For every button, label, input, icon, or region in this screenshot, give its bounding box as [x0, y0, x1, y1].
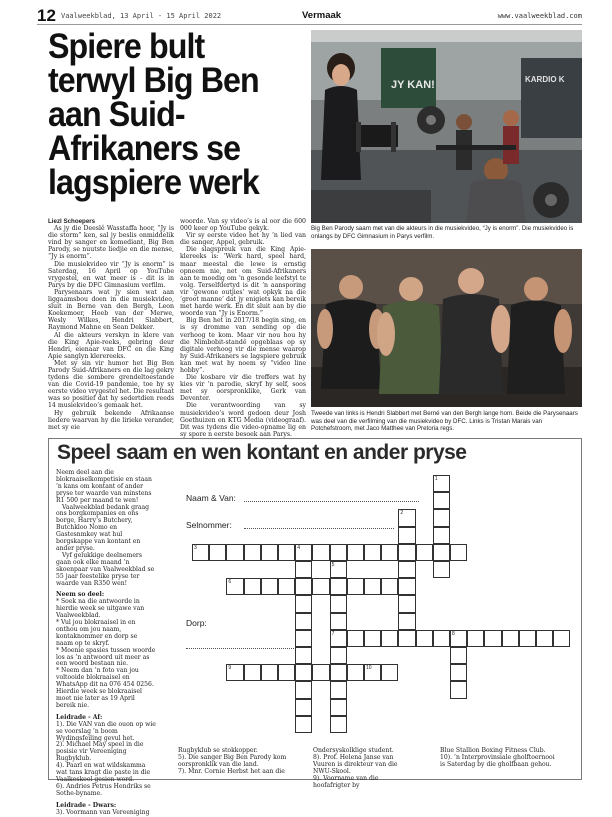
crossword-cell[interactable] [502, 630, 519, 647]
crossword-cell[interactable] [330, 681, 347, 698]
article-column-1 [48, 218, 174, 431]
clue-number: 3 [194, 544, 197, 551]
crossword-cell[interactable] [312, 664, 329, 681]
article-paragraph: Die kosbare vir die treffers wat hy kies vir ’n parodie, skryf hy self, soos met sy oorspronklike, Gerk van Deventer. [180, 374, 306, 403]
clues-across-title: Leidrade - Dwars: [56, 801, 117, 809]
crossword-cell[interactable] [244, 664, 261, 681]
crossword-cell[interactable] [398, 509, 415, 526]
clue-number: 1 [434, 476, 438, 482]
clue-number: 7 [331, 630, 335, 637]
crossword-cell[interactable] [330, 578, 347, 595]
clue: 9). Voorname van die hoofafrigter by [313, 774, 379, 789]
crossword-cell[interactable] [295, 544, 312, 561]
clue: Blue Stallion Boxing Fitness Club. [440, 747, 546, 754]
crossword-cell[interactable] [364, 664, 381, 681]
crossword-cell[interactable] [347, 578, 364, 595]
cell-number-label: Selnommer: [186, 520, 232, 530]
issue-date: Vaalweekblad, 13 April - 15 April 2022 [61, 12, 222, 20]
crossword-cell[interactable] [536, 630, 553, 647]
contest-intro: Neem deel aan die blokraaiselkompetisie en staan ’n kans om kontant of ander pryse ter waarde van minstens R1 500 per maand te wen! [56, 469, 152, 504]
crossword-cell[interactable] [398, 527, 415, 544]
article-paragraph: Parysenaars wat jy sien wat aan liggaamsbou doen in die musiekvideo, sluit in Berne van den Bergh, Leon Koekemoer, Heeb van der Merwe, Wesly Wilkes, Hendri Slabbert, Raymond Mahne en Sean Dekker. [48, 288, 174, 332]
crossword-cell[interactable] [209, 544, 226, 561]
crossword-cell[interactable] [312, 578, 329, 595]
website-url[interactable]: www.vaalweekblad.com [497, 12, 582, 20]
crossword-cell[interactable] [433, 527, 450, 544]
crossword-cell[interactable] [192, 544, 209, 561]
crossword-cell[interactable] [295, 664, 312, 681]
crossword-cell[interactable] [381, 664, 398, 681]
crossword-cell[interactable] [295, 630, 312, 647]
article-paragraph: Met sy sin vir humor het Big Ben Parody Suid-Afrikaners en die lag gekry tydens die sombere grendeltoestande van die Covid-19 pandemie, toe hy sy eerste video vrygestel het. Die resultaat was so positief dat hy sedertdien reeds 14 musiekvideo’s gemaak het. [48, 359, 174, 410]
crossword-cell[interactable] [398, 544, 415, 561]
article-paragraph: Die musiekvideo vir “Jy is enorm” is Saterdag, 16 April op YouTube vrygestel, en wat meer is - dit is in Parys by die DFC Gimnasium verfilm. [48, 260, 174, 289]
crossword-cell[interactable] [416, 630, 433, 647]
how-to-enter-step: * Neem dan ’n foto van jou voltooide blokraaisel en WhatsApp dit na 076 454 0256. Hierdie week se blokraaisel moet nie later as 19 April bereik nie. [56, 667, 154, 709]
clue-number: 5 [331, 562, 335, 568]
clue: 7). Mnr. Cornie Herbst het aan die [178, 767, 285, 775]
crossword-cell[interactable] [330, 699, 347, 716]
cell-number-field[interactable] [244, 528, 394, 529]
crossword-cell[interactable] [244, 544, 261, 561]
gym-photo-illustration [311, 30, 582, 223]
crossword-cell[interactable] [330, 647, 347, 664]
photo-caption-1: Big Ben Parody saam met van die akteurs in die musiekvideo, “Jy is enorm”. Die musiekvideo is onlangs by DFC Gimnasium in Parys verfilm. [311, 225, 574, 240]
how-to-enter-step: * Vul jou blokraaisel in en onthou om jou naam, kontaknommer en dorp se naam op te skryf. [56, 619, 138, 647]
crossword-cell[interactable] [381, 544, 398, 561]
crossword-cell[interactable] [364, 630, 381, 647]
crossword-cell[interactable] [226, 664, 243, 681]
clue: 4). Paarl en wat wildskamma wat tans kragt die paste in die Vaalkeskool gesien word. [56, 762, 151, 783]
crossword-cell[interactable] [450, 647, 467, 664]
byline: Liezl Schoepers [48, 218, 96, 225]
clues-column-4 [440, 748, 560, 769]
crossword-cell[interactable] [433, 544, 450, 561]
name-label: Naam & Van: [186, 493, 236, 503]
clue: 6). Andries Petrus Hendriks se Sothe-byname. [56, 782, 151, 797]
clue-number: 9 [228, 665, 232, 672]
photo-caption-2: Tweede van links is Hendri Slabbert met Berné van den Bergh lange hom. Beide die Parysenaars was deel van die verfilming van die musiekvideo by DFC. Links is Tristan Marais van Potchefstroom, met Jaco Matthee van Pretoria regs. [311, 410, 578, 432]
clue: 5). Die sanger Big Ben Parody kom oorspronklik van die land. [178, 753, 287, 768]
clue-number: 6 [228, 579, 232, 586]
contest-rules-column [56, 470, 156, 817]
contest-title: Speel saam en wen kontant en ander pryse [57, 441, 467, 464]
crossword-cell[interactable] [450, 664, 467, 681]
bodybuilders-photo-illustration [311, 249, 582, 407]
crossword-cell[interactable] [261, 578, 278, 595]
crossword-cell[interactable] [295, 681, 312, 698]
crossword-cell[interactable] [347, 664, 364, 681]
crossword-cell[interactable] [330, 544, 347, 561]
gym-sign-text-2: KARDIO K [525, 75, 565, 84]
clue-number: 2 [400, 510, 404, 517]
crossword-cell[interactable] [278, 544, 295, 561]
crossword-cell[interactable] [433, 561, 450, 578]
page-number: 12 [37, 6, 56, 25]
crossword-cell[interactable] [450, 681, 467, 698]
clue-number: 8 [452, 630, 455, 637]
crossword-cell[interactable] [553, 630, 570, 647]
town-field[interactable] [186, 648, 294, 649]
crossword-cell[interactable] [347, 544, 364, 561]
contest-intro: Vyf gelukkige deelnemers gaan ook elke maand ’n skoenpaar van Vaalweekblad se 55 jaar feestelike pryse ter waarde van R350 wen! [56, 551, 155, 587]
clue-number: 4 [297, 544, 300, 551]
article-paragraph: As jy die Deeslê Wasstaffa hoor, “Jy is die storm” ken, sal jy beslis onmiddelik vind by sanger en komediant, Big Ben Parody, se nuutste liedjie en die mense, “Jy is enorm”. [48, 225, 174, 261]
crossword-cell[interactable] [416, 544, 433, 561]
crossword-cell[interactable] [295, 716, 312, 733]
bodybuilders-photo [311, 249, 582, 407]
crossword-cell[interactable] [398, 561, 415, 578]
clue: 1). Die VAN van die ouon op wie se voorslag ’n boom Wydingsfeiling gevul het. [56, 720, 156, 742]
crossword-cell[interactable] [330, 630, 347, 647]
crossword-cell[interactable] [433, 630, 450, 647]
crossword-cell[interactable] [398, 613, 415, 630]
crossword-cell[interactable] [312, 544, 329, 561]
crossword-cell[interactable] [347, 630, 364, 647]
crossword-cell[interactable] [295, 613, 312, 630]
crossword-cell[interactable] [398, 595, 415, 612]
how-to-enter-title: Neem so deel: [56, 591, 105, 599]
crossword-cell[interactable] [467, 630, 484, 647]
crossword-cell[interactable] [278, 578, 295, 595]
crossword-cell[interactable] [484, 630, 501, 647]
crossword-cell[interactable] [433, 475, 450, 492]
article-headline: Spiere bult terwyl Big Ben aan Suid-Afrikaners se lagspiere werk [48, 27, 259, 202]
crossword-cell[interactable] [330, 664, 347, 681]
page-header [37, 6, 582, 25]
crossword-cell[interactable] [226, 578, 243, 595]
crossword-cell[interactable] [295, 647, 312, 664]
crossword-cell[interactable] [381, 630, 398, 647]
crossword-cell[interactable] [261, 664, 278, 681]
article-paragraph: Vir sy eerste video het hy ’n lied van die sanger, Appel, gebruik. [180, 232, 306, 247]
article-paragraph: Al die akteurs verskyn in klere van die King Apie-reeks, gebring deur Hendri, eienaar van DFC en die King Apie sanglyn klerereeks. [48, 331, 174, 360]
gym-photo-group [311, 30, 582, 223]
clues-column-3 [313, 748, 413, 789]
clues-column-2 [178, 748, 300, 776]
how-to-enter-step: * Moenie spasies tussen woorde los as ’n antwoord uit meer as een woord bestaan nie. [56, 646, 156, 668]
crossword-cell[interactable] [278, 664, 295, 681]
crossword-cell[interactable] [295, 578, 312, 595]
how-to-enter-step: * Soek na die antwoorde in hierdie week se uitgawe van Vaalweekblad. [56, 598, 145, 620]
crossword-cell[interactable] [330, 716, 347, 733]
crossword-cell[interactable] [261, 544, 278, 561]
town-label: Dorp: [186, 618, 207, 628]
clue: Ondersyskolklige student. [313, 747, 394, 754]
crossword-cell[interactable] [330, 561, 347, 578]
clue: 3). Voormann van Vereeniging [56, 808, 150, 816]
crossword-cell[interactable] [244, 578, 261, 595]
crossword-cell[interactable] [330, 613, 347, 630]
clue-number: 10 [366, 665, 372, 672]
article-paragraph: Die slagspreuk van die King Apie-klereeks is: ‘Werk hard, speel hard, maar meestal die lewe is ernstig opneem nie, net om Suid-Afrikaners aan te moedig om ’n gesonde leefstyl te volg. Terselfdertyd is dit ’n aansporing vir ‘gewone outjies’ wat opkyk na die ‘groot manne’ dat jy enigiets kan bereik met harde werk. En dit sluit aan by die woorde van “Jy is Enorm.” [180, 246, 306, 318]
article-paragraph: Die verantwoording van sy musiekvideo’s word gedoen deur Josh Goethuizen en KTG Media (videograaf). Dit was tydens die video-opname lig en sy spore n eerste besoek aan Parys. [180, 402, 306, 438]
crossword-cell[interactable] [295, 561, 312, 578]
clue: Rugbyklub se stokkopper. [178, 747, 258, 754]
crossword-cell[interactable] [226, 544, 243, 561]
crossword-cell[interactable] [433, 492, 450, 509]
crossword-cell[interactable] [398, 578, 415, 595]
crossword-cell[interactable] [433, 509, 450, 526]
section-name: Vermaak [302, 10, 342, 21]
crossword-cell[interactable] [364, 578, 381, 595]
article-column-2 [180, 218, 306, 438]
clue: 10). ’n Interprovinsiale gholftoernooi is Saterdag by die gholfbaan gehou. [440, 753, 555, 768]
crossword-cell[interactable] [381, 578, 398, 595]
crossword-cell[interactable] [450, 630, 467, 647]
article-paragraph: woorde. Van sy video’s is al oor die 600 000 keer op YouTube gekyk. [180, 218, 306, 233]
crossword-cell[interactable] [330, 595, 347, 612]
crossword-cell[interactable] [450, 544, 467, 561]
crossword-cell[interactable] [398, 630, 415, 647]
clue: 8). Prof. Helena Janse van Vuuren is direkteur van die NWU-Skool. [313, 753, 398, 775]
clues-down-title: Leidrade - Af: [56, 713, 103, 721]
name-field[interactable] [244, 501, 419, 502]
clue: 2). Michael May speel in die posisie vir Vereeniging Rugbyklub. [56, 741, 144, 763]
crossword-cell[interactable] [295, 595, 312, 612]
contest-intro: Vaalweekblad bedank graag ons borgkompanies en ons borge, Harry’s Butchery, Butchkloo Nomo en Gastesnmkey wat hul borgskappe van kontant en ander pryse. [56, 503, 150, 552]
crossword-cell[interactable] [295, 699, 312, 716]
gym-sign-text: JY KAN! [391, 79, 435, 91]
article-paragraph: Big Ben het in 2017/18 begin sing, en is sy dromme van sending op die verhoog te kom. Maar vir nou hou hy die Nimbobit-standê opgeblaas op sy digitale verhoog vir die mense waarop hy Suid-Afrikaners se lagspiere gebruik kan met wat hy noem sy “video line hobby”. [180, 317, 306, 374]
crossword-cell[interactable] [519, 630, 536, 647]
crossword-cell[interactable] [364, 544, 381, 561]
article-paragraph: Hy gebruik bekende Afrikaanse liedere waarvan hy die lirieke verander, met sy eie [48, 409, 174, 431]
